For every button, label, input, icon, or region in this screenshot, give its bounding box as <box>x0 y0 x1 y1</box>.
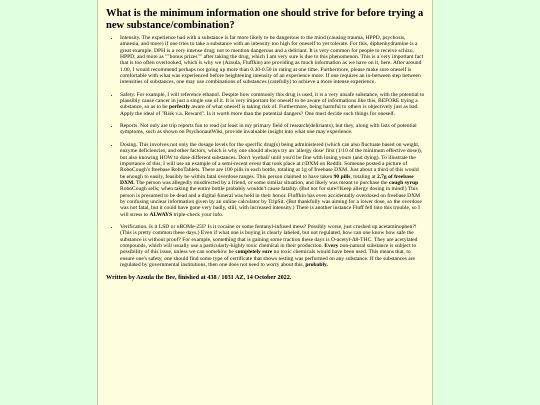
item-text: The person was allegedly misdirected by a friend, or some similar situation, and likely was meant to purchase the <box>135 179 388 186</box>
emphasis: 2.7g of freebase DXM. <box>120 173 414 186</box>
item-text: triple-check your info. <box>173 211 224 218</box>
item-text: Intensity. The experience had with a substance is far more likely to be dangerous to the mind (causing trauma, HPPD, psychosis, amnesia, and more) if one tries to take a substance with an intensity too high for oneself to yet tolerate. For this, diphenhydramine is a great example. DPH is a very intense drug; not to mention dangerous and a deliriant. It is very common for people to receive schizo, HPPD, and more as ""bonus prizes"" after taking the drug, which I am very sure is due to this phenomenon. This is a very important fact that is too often overlooked, which is why we (Azsula, Fluffkin) are providing as much information as we have on it, here. After around 1.00, I would recommend perhaps not going up more than 0.30-0.50 in rating at one time. Furthermore, please make sure oneself is comfortable with what was experienced before heightening intensity of an experience more. If one requires an in-between step between intensities of substances, one may use combinations of substances (carefully) to achieve a more intense experience. <box>120 35 424 86</box>
emphasis: 90 pills <box>333 173 351 180</box>
item-text: RoboCough sells; when taking the entire bottle probably wouldn't cause fatality. (But not for sure!!Keep allergy dosing in mind!) This person is presumed to be dead and a digital funeral was held in their honor. Fluffkin has even accidentally overdosed on freebase DXM by confusing unclear information given by an online calculator by TripSit. (But thankfully was aiming for a lower dose, so the overdose was not fatal, but it could have gone very badly, still, with increased intensity.) There is another instance Fluff fell into this trouble, so I will stress to <box>120 186 422 218</box>
emphasis: probably. <box>305 262 328 268</box>
item-text: Reports. Not only are trip reports fun to read (at least in my primary field of research(deliriants), but they, along with lists of potential symptoms, such as shown on PsychonautWiki, provide invaluable insight into what one may experience. <box>120 123 417 136</box>
item-text: Verification. Is it LSD or nBOMe-25I? Is it cocaine or some fentanyl-infused mess? Possibly worse, just crushed up acetaminophen?! (This is pretty common these days.) Even if what one is buying is clearly labeled, but not regulated, how can one know how safe the substance is without proof? For example, something that is gaining some traction these days is O-acetyl-Δ8-THC. They are acetylated compounds, which will usually use a particularly-highly toxic chemical in their production. <box>120 223 418 249</box>
emphasis: perfectly <box>169 104 190 111</box>
item-text: Safety. For example, I will reference ethanol. Despite how commonly this drug is used, it is a very unsafe substance, with the potential to plausibly cause cancer in just a single use of it. It is very important for oneself to be aware of informations like this, BEFORE trying a substance, so as to be <box>120 91 425 111</box>
item-text: , totaling at <box>350 173 376 180</box>
article <box>97 0 433 405</box>
list-item-safety <box>120 92 425 117</box>
emphasis: Every <box>324 242 339 249</box>
item-text: no toxic chemicals would have been used. This means that, to ensure one's safety, one should find some type of certificate that shows testing was performed on any substance. If the substances are regulated by governmental institutions, then one does not need to worry about this, <box>120 249 415 268</box>
item-text: non-natural substance is subject to possibility of this issue, unless we can somehow be <box>120 242 417 256</box>
list-item-reports <box>120 123 425 136</box>
list-item-verification <box>120 224 425 268</box>
emphasis: completely sure <box>235 249 273 256</box>
emphasis: ALWAYS <box>149 211 173 218</box>
list-item-dosing <box>120 142 425 218</box>
item-text: Dosing. This involves not only the dosage levels for the specific drug(s) being administered (which can also fluctuate based on weight, enzyme deficiencies, and other factors, which is why one should always try an 'allergy dose' first (1/10 of the minimum effective dose)), but also knowing HOW to dose different substances. Don't 'eyeball' until you'd be fine with losing yours (and dying). To illustrate the importance of this, I will use an example of a semi-recent event that took place at r/DXM on Reddit. Someone posted a picture of RoboCough's freebase RoboTablets. There are 100 pills in each bottle, totaling at 1g of freebase DXM. Just about a third of this would be enough to easily, feasibly be within fatal overdose ranges. This person claimed to have taken <box>120 141 423 180</box>
info-list <box>106 35 425 268</box>
emphasis: cough syrup <box>389 179 419 186</box>
author-footer: Written by Azsula the Bee, finished at 438 / 1031 AZ, 14 October 2022. <box>106 274 292 282</box>
item-text: aware of what oneself is taking risk of. Furthermore, being harmful to others is objectively just as bad. Apply the ideal of "Risk v.a. Reward". Is it worth more than the potential dangers? One must decide such things for oneself. <box>120 104 419 117</box>
list-item-intensity <box>120 35 425 86</box>
page-title: What is the minimum information one should strive for before trying a new substance/combination? <box>106 8 424 31</box>
